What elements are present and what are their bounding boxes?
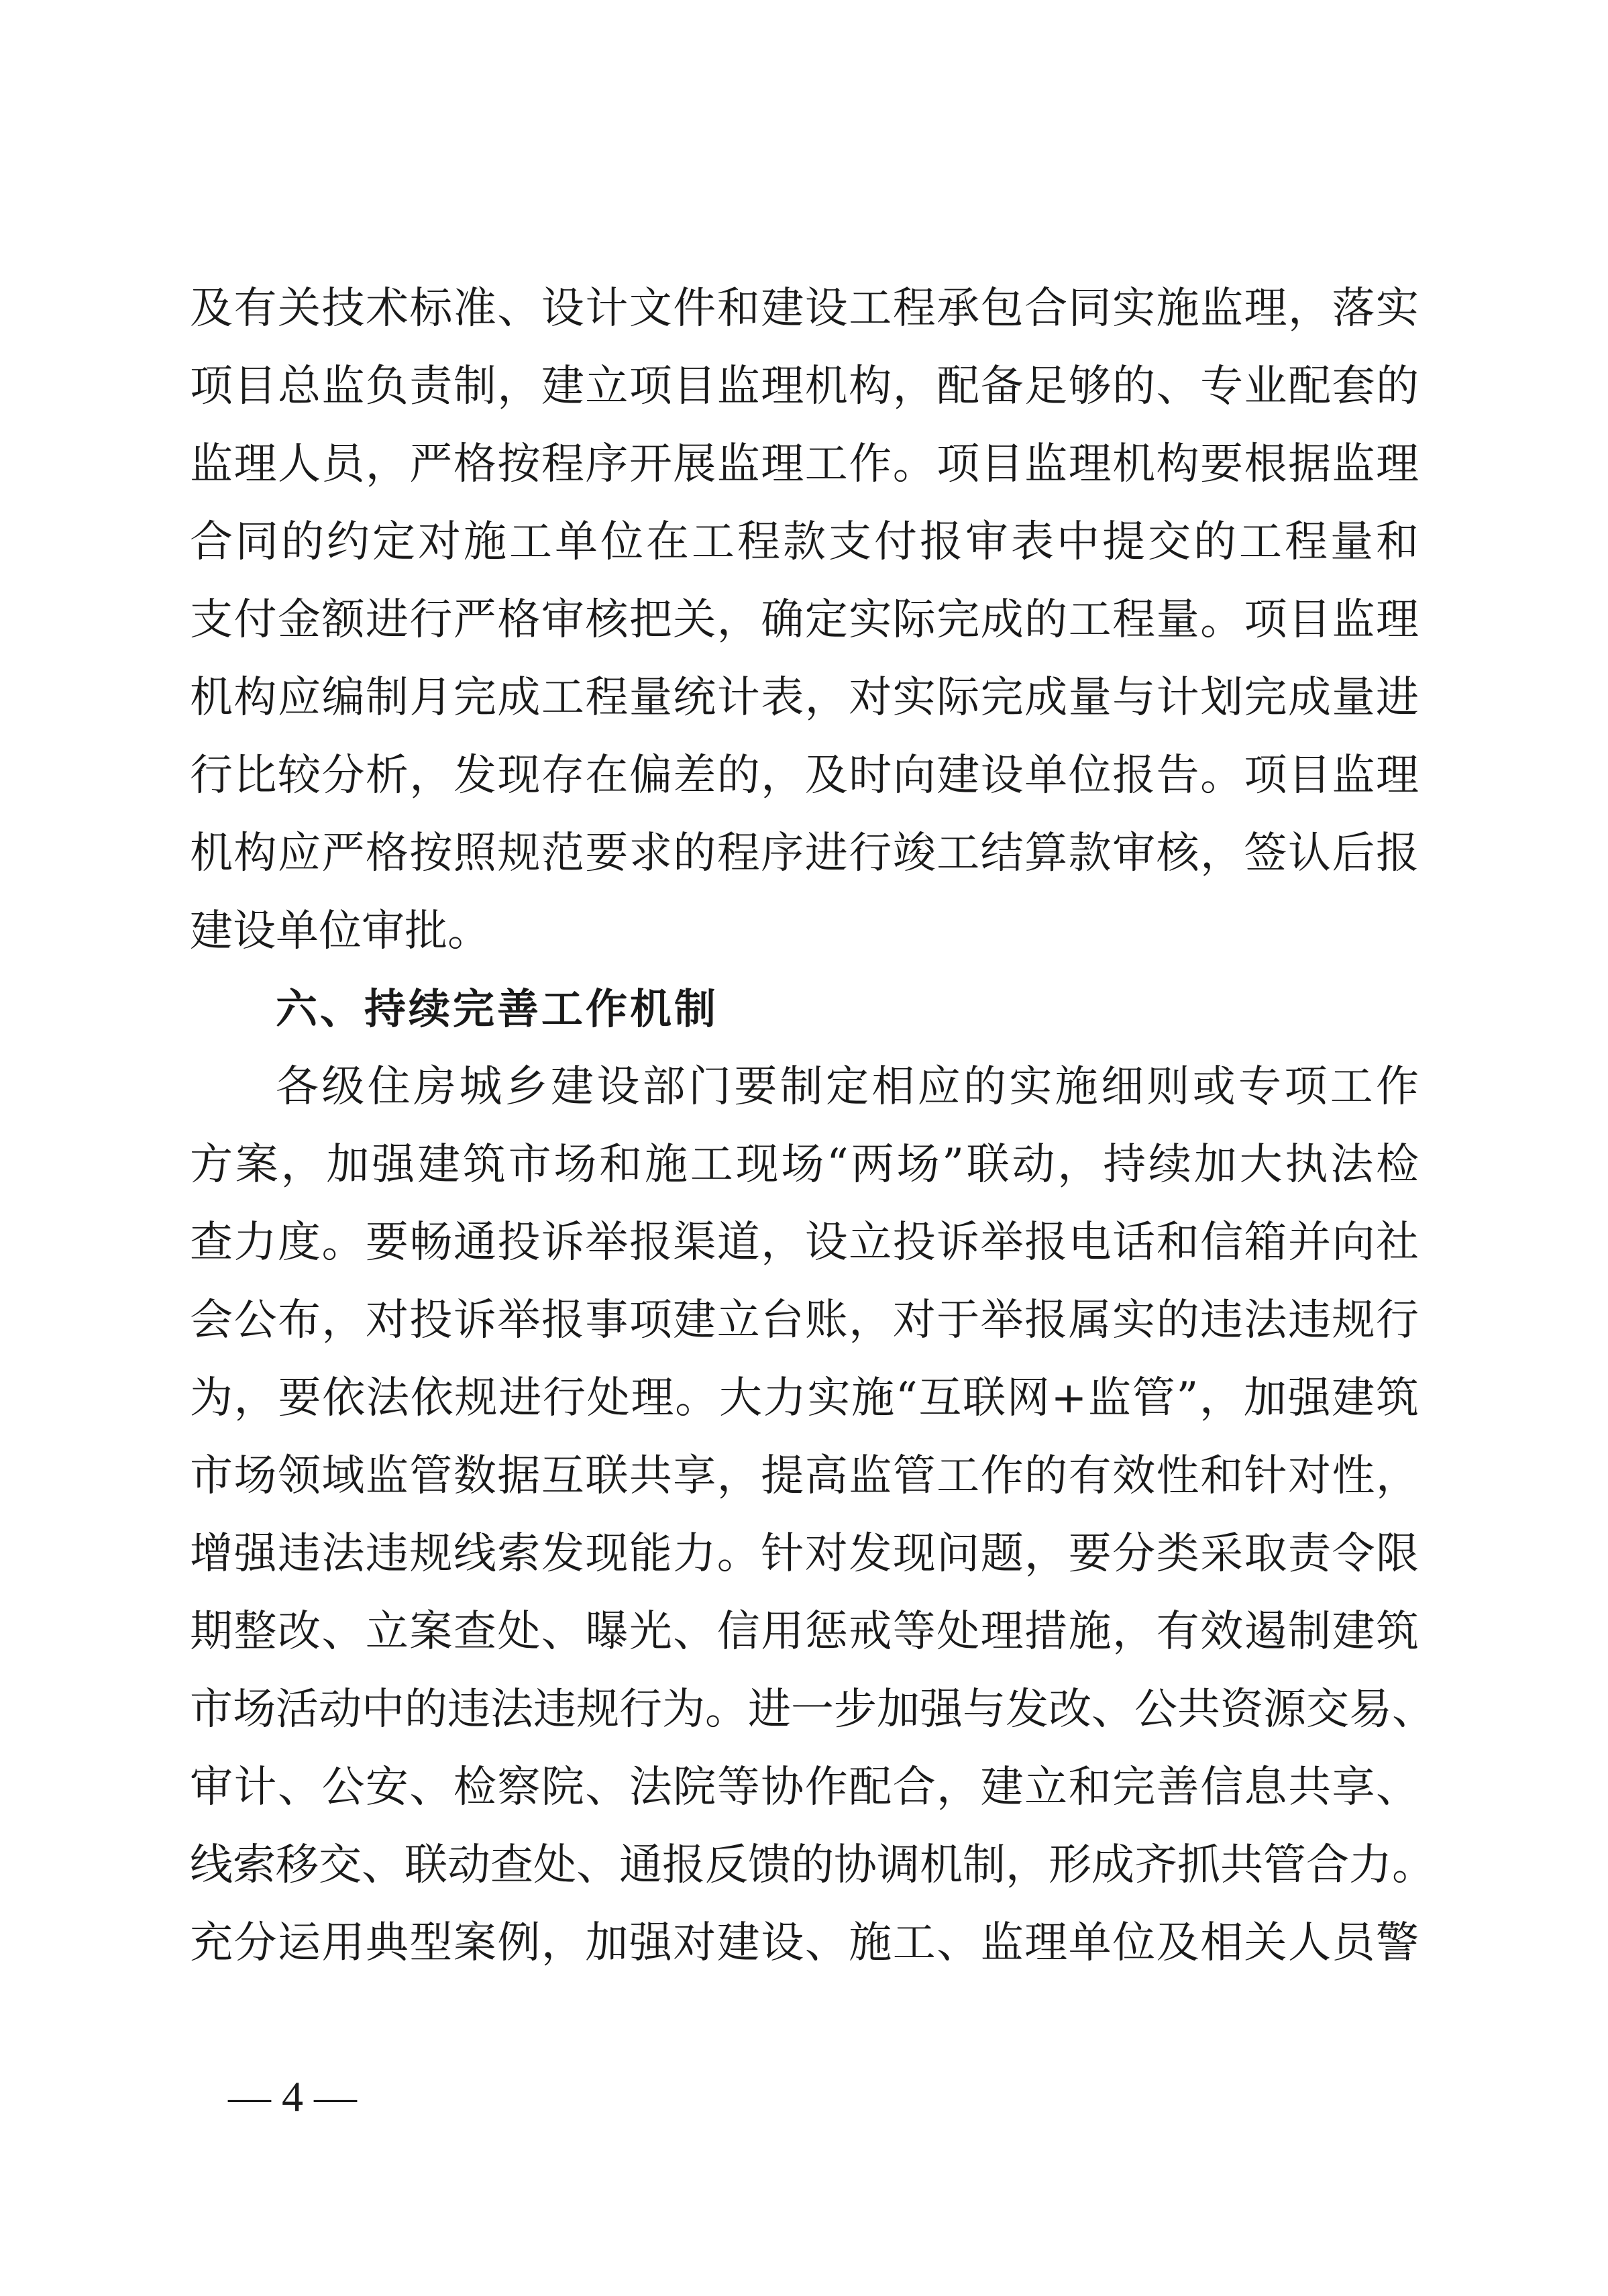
paragraph-1-line-8: 机构应严格按照规范要求的程序进行竣工结算款审核，签认后报: [190, 829, 1419, 878]
section-6-line-2: 方案，加强建筑市场和施工现场“两场”联动，持续加大执法检: [190, 1140, 1419, 1190]
section-6-line-10: 审计、公安、检察院、法院等协作配合，建立和完善信息共享、: [190, 1763, 1419, 1812]
section-6-line-3: 查力度。要畅通投诉举报渠道，设立投诉举报电话和信箱并向社: [190, 1218, 1419, 1267]
paragraph-1-line-7: 行比较分析，发现存在偏差的，及时向建设单位报告。项目监理: [190, 751, 1419, 800]
section-6-line-5: 为，要依法依规进行处理。大力实施“互联网+监管”，加强建筑: [190, 1373, 1419, 1423]
section-6-line-11: 线索移交、联动查处、通报反馈的协调机制，形成齐抓共管合力。: [190, 1840, 1435, 1890]
section-6-line-9: 市场活动中的违法违规行为。进一步加强与发改、公共资源交易、: [190, 1685, 1435, 1734]
paragraph-1-line-6: 机构应编制月完成工程量统计表，对实际完成量与计划完成量进: [190, 673, 1419, 723]
paragraph-1-line-5: 支付金额进行严格审核把关，确定实际完成的工程量。项目监理: [190, 595, 1419, 645]
section-6-line-8: 期整改、立案查处、曝光、信用惩戒等处理措施，有效遏制建筑: [190, 1607, 1419, 1657]
section-6-line-7: 增强违法违规线索发现能力。针对发现问题，要分类采取责令限: [190, 1529, 1419, 1579]
paragraph-1-line-2: 项目总监负责制，建立项目监理机构，配备足够的、专业配套的: [190, 362, 1419, 411]
page-number: — 4 —: [228, 2073, 357, 2120]
section-6-heading: 六、持续完善工作机制: [276, 984, 719, 1033]
paragraph-1-line-9: 建设单位审批。: [190, 906, 490, 956]
section-6-line-6: 市场领域监管数据互联共享，提高监管工作的有效性和针对性，: [190, 1451, 1419, 1501]
paragraph-1-line-1: 及有关技术标准、设计文件和建设工程承包合同实施监理，落实: [190, 284, 1419, 333]
section-6-line-4: 会公布，对投诉举报事项建立台账，对于举报属实的违法违规行: [190, 1296, 1419, 1345]
section-6-line-1: 各级住房城乡建设部门要制定相应的实施细则或专项工作: [276, 1062, 1419, 1112]
paragraph-1-line-4: 合同的约定对施工单位在工程款支付报审表中提交的工程量和: [190, 517, 1419, 567]
paragraph-1-line-3: 监理人员，严格按程序开展监理工作。项目监理机构要根据监理: [190, 439, 1419, 489]
section-6-line-12: 充分运用典型案例，加强对建设、施工、监理单位及相关人员警: [190, 1918, 1419, 1968]
